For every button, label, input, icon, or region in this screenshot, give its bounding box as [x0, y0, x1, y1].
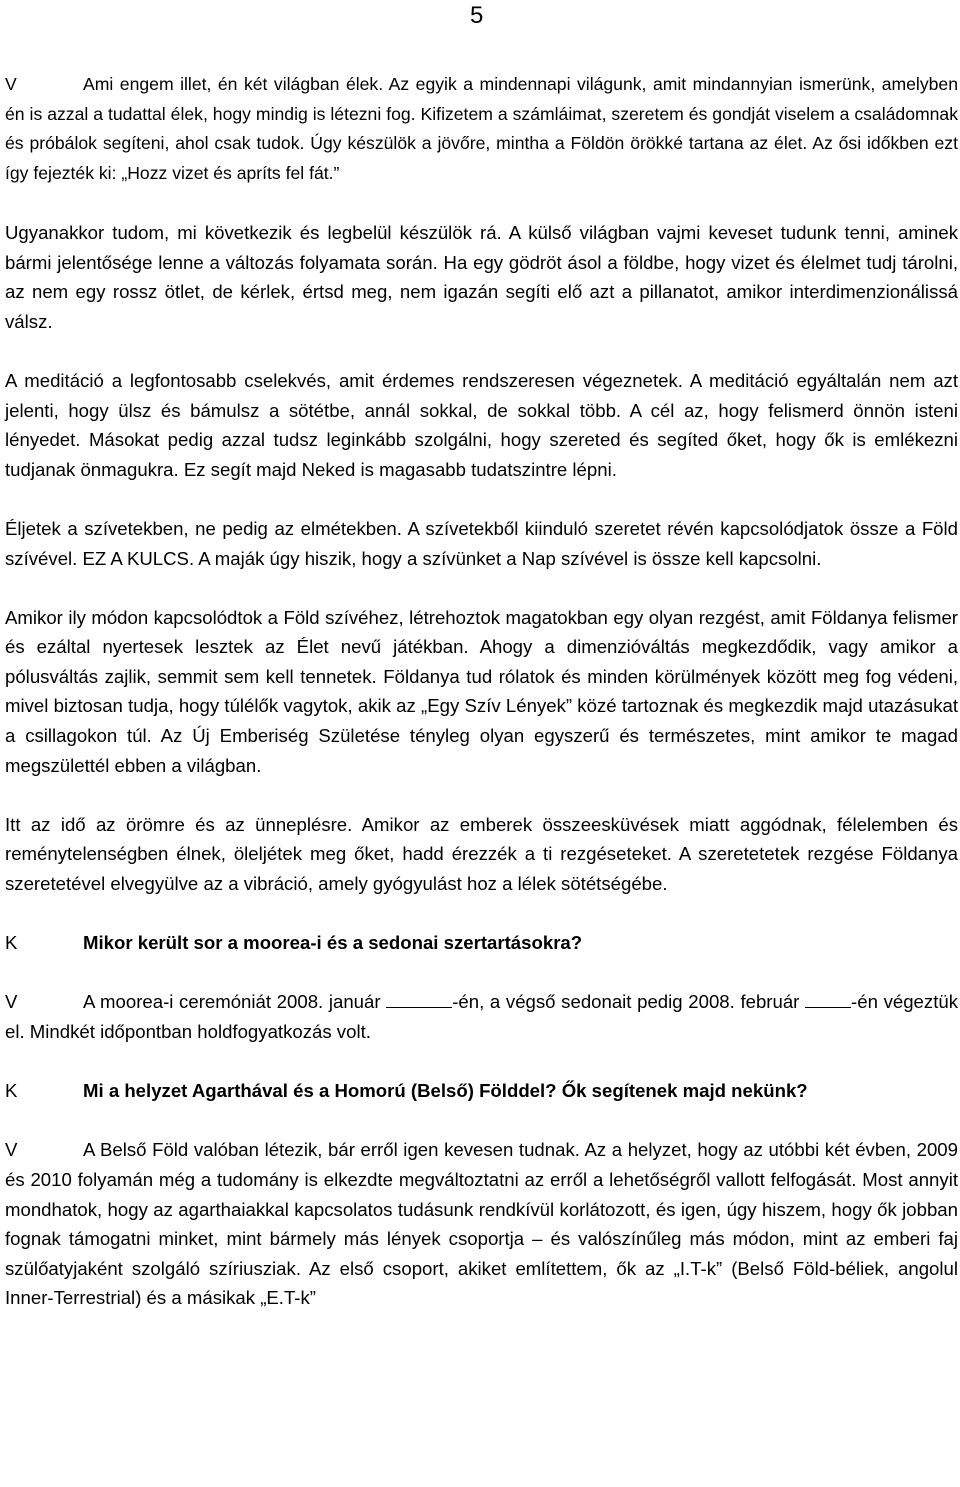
paragraph-intro [5, 70, 958, 188]
paragraph-text: Ami engem illet, én két világban élek. Az egyik a mindennapi világunk, amit mindannyian ismerünk, amelyben én is azzal a tudattal élek, hogy mindig is létezni fog. Kifizetem a számláimat, szeretem és gondját viselem a családomnak és próbálok segíteni, ahol csak tudok. Úgy készülök a jövőre, mintha a Földön örökké tartana az élet. Az ősi időkben ezt így fejezték ki: „Hozz vizet és apríts fel fát.” [5, 74, 958, 183]
speaker-label: V [5, 1139, 18, 1161]
answer-block [5, 1135, 958, 1313]
speaker-label: V [5, 991, 18, 1013]
paragraph [5, 218, 958, 336]
answer-block [5, 987, 958, 1046]
paragraph [5, 514, 958, 573]
paragraph-text: Itt az idő az örömre és az ünneplésre. Amikor az emberek összeesküvések miatt aggódnak, félelemben és reménytelenségben élnek, öleljétek meg őket, hadd érezzék a ti rezgéseteket. A szeretetetek rezgése Földanya szeretetével elvegyülve az a vibráció, amely gyógyulást hoz a lélek sötétségébe. [5, 813, 958, 895]
speaker-label: V [5, 74, 17, 94]
paragraph [5, 366, 958, 484]
speaker-label: K [5, 932, 18, 954]
question-text: Mi a helyzet Agarthával és a Homorú (Belső) Földdel? Ők segítenek majd nekünk? [83, 1080, 808, 1102]
page-number: 5 [470, 2, 484, 29]
question-block [5, 928, 958, 958]
blank-line [386, 988, 452, 1008]
answer-text-part-3: -én végeztük el. Mindkét időpontban holdfogyatkozás volt. [5, 991, 958, 1042]
question-block [5, 1076, 958, 1106]
paragraph [5, 603, 958, 781]
paragraph-text: Amikor ily módon kapcsolódtok a Föld szívéhez, létrehoztok magatokban egy olyan rezgést, amit Földanya felismer és ezáltal nyertesek lesztek az Élet nevű játékban. Ahogy a dimenzióváltás megkezdődik, vagy amikor a pólusváltás zajlik, semmit sem kell tennetek. Földanya tud rólatok és minden körülmények között meg fog védeni, mivel biztosan tudja, hogy túlélők vagytok, akik az „Egy Szív Lények” közé tartoznak és megkezdik majd utazásukat a csillagokon túl. Az Új Emberiség Születése tényleg olyan egyszerű és természetes, mint amikor te magad megszülettél ebben a világban. [5, 606, 958, 776]
answer-text-part-2: -én, a végső sedonait pedig 2008. február [452, 991, 800, 1013]
blank-line [805, 988, 851, 1008]
answer-text: A Belső Föld valóban létezik, bár erről igen kevesen tudnak. Az a helyzet, hogy az utóbbi két évben, 2009 és 2010 folyamán még a tudomány is elkezdte megváltoztatni az erről a lehetőségről vallott felfogását. Most annyit mondhatok, hogy az agarthaiakkal kapcsolatos tudásunk rendkívül korlátozott, és igen, úgy hiszem, hogy ők jobban fognak támogatni minket, mint bármely más lények csoportja – és valószínűleg más módon, mint az emberi faj szülőatyjaként szolgáló szíriusziak. Az első csoport, akiket említettem, ők az „I.T-k” (Belső Föld-béliek, angolul Inner-Terrestrial) és a másikak „E.T-k” [5, 1139, 958, 1309]
document-body [5, 70, 958, 1343]
paragraph [5, 810, 958, 899]
speaker-label: K [5, 1080, 18, 1102]
question-text: Mikor került sor a moorea-i és a sedonai szertartásokra? [83, 932, 583, 954]
answer-text-part-1: A moorea-i ceremóniát 2008. január [83, 991, 381, 1013]
paragraph-text: Ugyanakkor tudom, mi következik és legbelül készülök rá. A külső világban vajmi keveset tudunk tenni, aminek bármi jelentősége lenne a változás folyamata során. Ha egy gödröt ásol a földbe, hogy vizet és élelmet tudj tárolni, az nem egy rossz ötlet, de kérlek, értsd meg, nem igazán segíti elő azt a pillanatot, amikor interdimenzionálissá válsz. [5, 221, 958, 332]
paragraph-text: Éljetek a szívetekben, ne pedig az elmétekben. A szívetekből kiinduló szeretet révén kapcsolódjatok össze a Föld szívével. EZ A KULCS. A maják úgy hiszik, hogy a szívünket a Nap szívével is össze kell kapcsolni. [5, 517, 958, 569]
paragraph-text: A meditáció a legfontosabb cselekvés, amit érdemes rendszeresen végeznetek. A meditáció egyáltalán nem azt jelenti, hogy ülsz és bámulsz a sötétbe, annál sokkal, de sokkal több. A cél az, hogy felismerd önnön isteni lényedet. Másokat pedig azzal tudsz leginkább szolgálni, hogy szereted és segíted őket, hogy ők is emlékezni tudjanak önmagukra. Ez segít majd Neked is magasabb tudatszintre lépni. [5, 369, 958, 480]
